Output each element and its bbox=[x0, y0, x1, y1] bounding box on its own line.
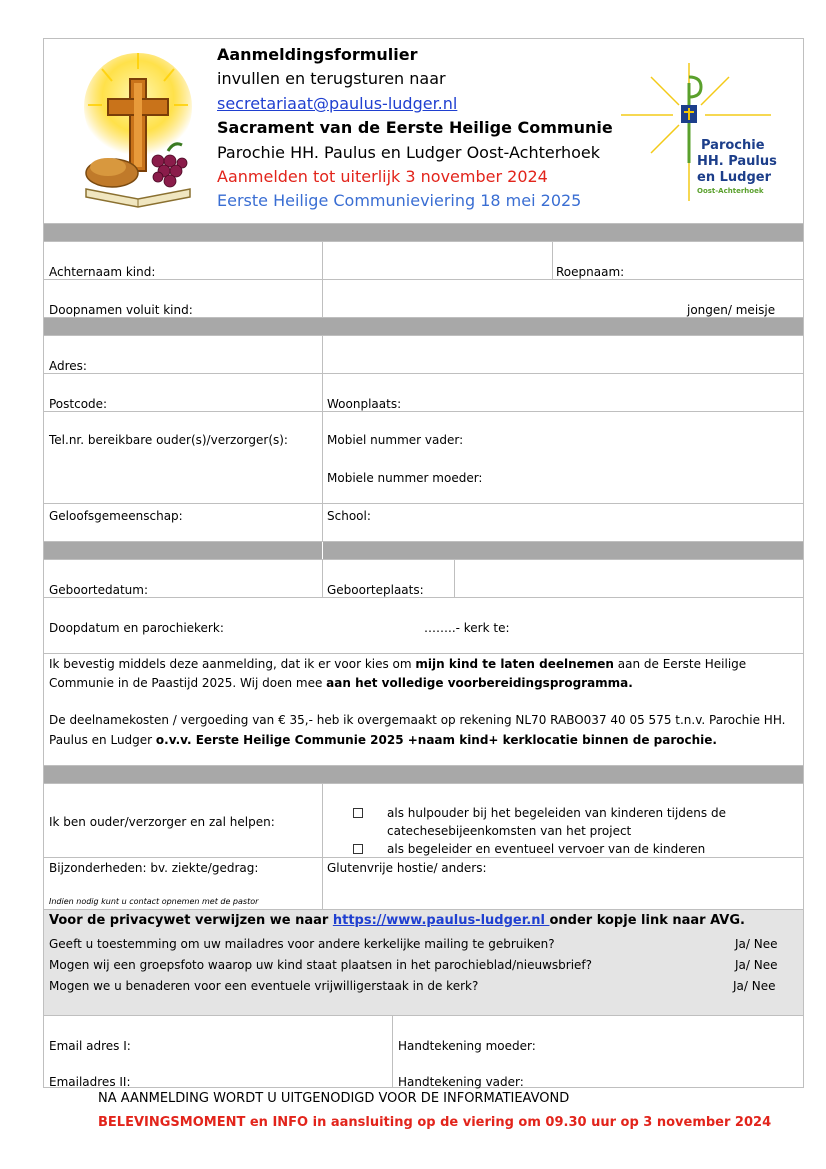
checkbox-hulpouder[interactable] bbox=[353, 808, 363, 818]
section-divider bbox=[44, 765, 803, 783]
answer-volunteer[interactable]: Ja/ Nee bbox=[733, 979, 776, 993]
label-mobiel-vader: Mobiel nummer vader: bbox=[327, 433, 464, 447]
logo-text-3: en Ludger bbox=[697, 170, 771, 185]
confirm-text-2c: o.v.v. Eerste Heilige Communie 2025 +naam kind+ kerklocatie binnen de parochie. bbox=[155, 733, 717, 747]
label-signature-mother: Handtekening moeder: bbox=[398, 1039, 536, 1053]
label-mobiel-moeder: Mobiele nummer moeder: bbox=[327, 471, 483, 485]
label-bijzonderheden: Bijzonderheden: bv. ziekte/gedrag: bbox=[49, 861, 259, 875]
label-geboorteplaats: Geboorteplaats: bbox=[327, 583, 424, 597]
option-begeleider: als begeleider en eventueel vervoer van de kinderen bbox=[387, 842, 706, 856]
row-doopdatum bbox=[44, 597, 803, 653]
privacy-intro: Voor de privacywet verwijzen we naar bbox=[49, 913, 333, 928]
privacy-question-volunteer: Mogen we u benaderen voor een eventuele vrijwilligerstaak in de kerk? bbox=[49, 979, 479, 993]
label-geboortedatum: Geboortedatum: bbox=[49, 583, 149, 597]
label-kerk-te: ……..- kerk te: bbox=[424, 621, 510, 635]
row-postcode bbox=[44, 373, 803, 411]
privacy-question-photo: Mogen wij een groepsfoto waarop uw kind staat plaatsen in het parochieblad/nieuwsbrief? bbox=[49, 958, 593, 972]
row-geboorte bbox=[44, 559, 803, 597]
answer-mail[interactable]: Ja/ Nee bbox=[735, 937, 778, 951]
label-email-2: Emailadres II: bbox=[49, 1075, 131, 1089]
label-roepnaam: Roepnaam: bbox=[556, 265, 625, 279]
row-helpen bbox=[44, 783, 803, 857]
privacy-question-mail: Geeft u toestemming om uw mailadres voor andere kerkelijke mailing te gebruiken? bbox=[49, 937, 555, 951]
row-geloofsgemeenschap bbox=[44, 503, 803, 541]
logo-text-4: Oost-Achterhoek bbox=[697, 187, 764, 195]
sacrament-title: Sacrament van de Eerste Heilige Communie bbox=[217, 118, 613, 138]
logo-text-2: HH. Paulus bbox=[697, 154, 777, 169]
row-telefoon bbox=[44, 411, 803, 503]
label-school: School: bbox=[327, 509, 371, 523]
gender-choice[interactable]: jongen/ meisje bbox=[687, 303, 776, 317]
confirm-text-1d: Communie in de Paastijd 2025. Wij doen mee bbox=[49, 676, 327, 690]
label-helpen: Ik ben ouder/verzorger en zal helpen: bbox=[49, 815, 275, 829]
confirm-text-2a: De deelnamekosten / vergoeding van € 35,- heb ik overgemaakt op rekening NL70 RABO037 40 05 575 t.n.v. Parochie HH. bbox=[49, 713, 786, 727]
confirm-text-1c: aan de Eerste Heilige bbox=[613, 657, 747, 671]
label-glutenvrij: Glutenvrije hostie/ anders: bbox=[327, 861, 487, 875]
label-woonplaats: Woonplaats: bbox=[327, 397, 402, 411]
label-adres: Adres: bbox=[49, 359, 87, 373]
answer-photo[interactable]: Ja/ Nee bbox=[735, 958, 778, 972]
communion-cross-icon bbox=[82, 49, 194, 209]
section-divider bbox=[44, 541, 803, 559]
signature-block bbox=[44, 1015, 803, 1087]
confirmation-block bbox=[44, 653, 803, 765]
row-adres bbox=[44, 335, 803, 373]
privacy-outro: onder kopje link naar AVG. bbox=[549, 913, 745, 928]
label-doopdatum: Doopdatum en parochiekerk: bbox=[49, 621, 224, 635]
section-divider bbox=[44, 223, 803, 241]
input-geboorteplaats[interactable] bbox=[455, 560, 803, 597]
label-postcode: Postcode: bbox=[49, 397, 108, 411]
label-signature-father: Handtekening vader: bbox=[398, 1075, 524, 1089]
footer-invitation: NA AANMELDING WORDT U UITGENODIGD VOOR DE INFORMATIEAVOND bbox=[98, 1091, 570, 1106]
option-hulpouder-1: als hulpouder bij het begeleiden van kinderen tijdens de bbox=[387, 806, 726, 820]
label-geloofsgemeenschap: Geloofsgemeenschap: bbox=[49, 509, 183, 523]
label-doopnamen: Doopnamen voluit kind: bbox=[49, 303, 193, 317]
label-telefoon: Tel.nr. bereikbare ouder(s)/verzorger(s): bbox=[49, 433, 288, 447]
footer-info-moment: BELEVINGSMOMENT en INFO in aansluiting op de viering om 09.30 uur op 3 november 2024 bbox=[98, 1115, 772, 1130]
label-achternaam: Achternaam kind: bbox=[49, 265, 156, 279]
parish-logo bbox=[621, 63, 781, 201]
input-adres[interactable] bbox=[323, 336, 803, 373]
privacy-link[interactable]: https://www.paulus-ludger.nl bbox=[332, 913, 550, 928]
input-achternaam[interactable] bbox=[323, 242, 552, 279]
logo-text-1: Parochie bbox=[701, 138, 765, 153]
checkbox-begeleider[interactable] bbox=[353, 844, 363, 854]
deadline-text: Aanmelden tot uiterlijk 3 november 2024 bbox=[217, 167, 548, 187]
form-title: Aanmeldingsformulier bbox=[217, 45, 418, 64]
header-text-block bbox=[217, 43, 617, 214]
registration-form bbox=[43, 38, 804, 1088]
section-divider bbox=[44, 317, 803, 335]
row-bijzonderheden bbox=[44, 857, 803, 909]
confirm-text-1a: Ik bevestig middels deze aanmelding, dat ik er voor kies om bbox=[49, 657, 416, 671]
row-doopnamen bbox=[44, 279, 803, 317]
form-header bbox=[44, 39, 803, 223]
row-achternaam bbox=[44, 241, 803, 279]
pastor-note: Indien nodig kunt u contact opnemen met de pastor bbox=[49, 897, 259, 906]
secretariat-email-link[interactable]: secretariaat@paulus-ludger.nl bbox=[217, 93, 458, 113]
privacy-block bbox=[44, 909, 803, 1015]
confirm-text-2b: Paulus en Ludger bbox=[49, 733, 156, 747]
confirm-text-1e: aan het volledige voorbereidingsprogramma. bbox=[326, 676, 633, 690]
parish-name: Parochie HH. Paulus en Ludger Oost-Achterhoek bbox=[217, 142, 601, 162]
confirm-text-1b: mijn kind te laten deelnemen bbox=[415, 657, 614, 671]
instruction-line: invullen en terugsturen naar bbox=[217, 69, 446, 89]
option-hulpouder-2: catechesebijeenkomsten van het project bbox=[387, 824, 632, 838]
label-email-1: Email adres I: bbox=[49, 1039, 131, 1053]
celebration-date: Eerste Heilige Communieviering 18 mei 2025 bbox=[217, 191, 582, 211]
